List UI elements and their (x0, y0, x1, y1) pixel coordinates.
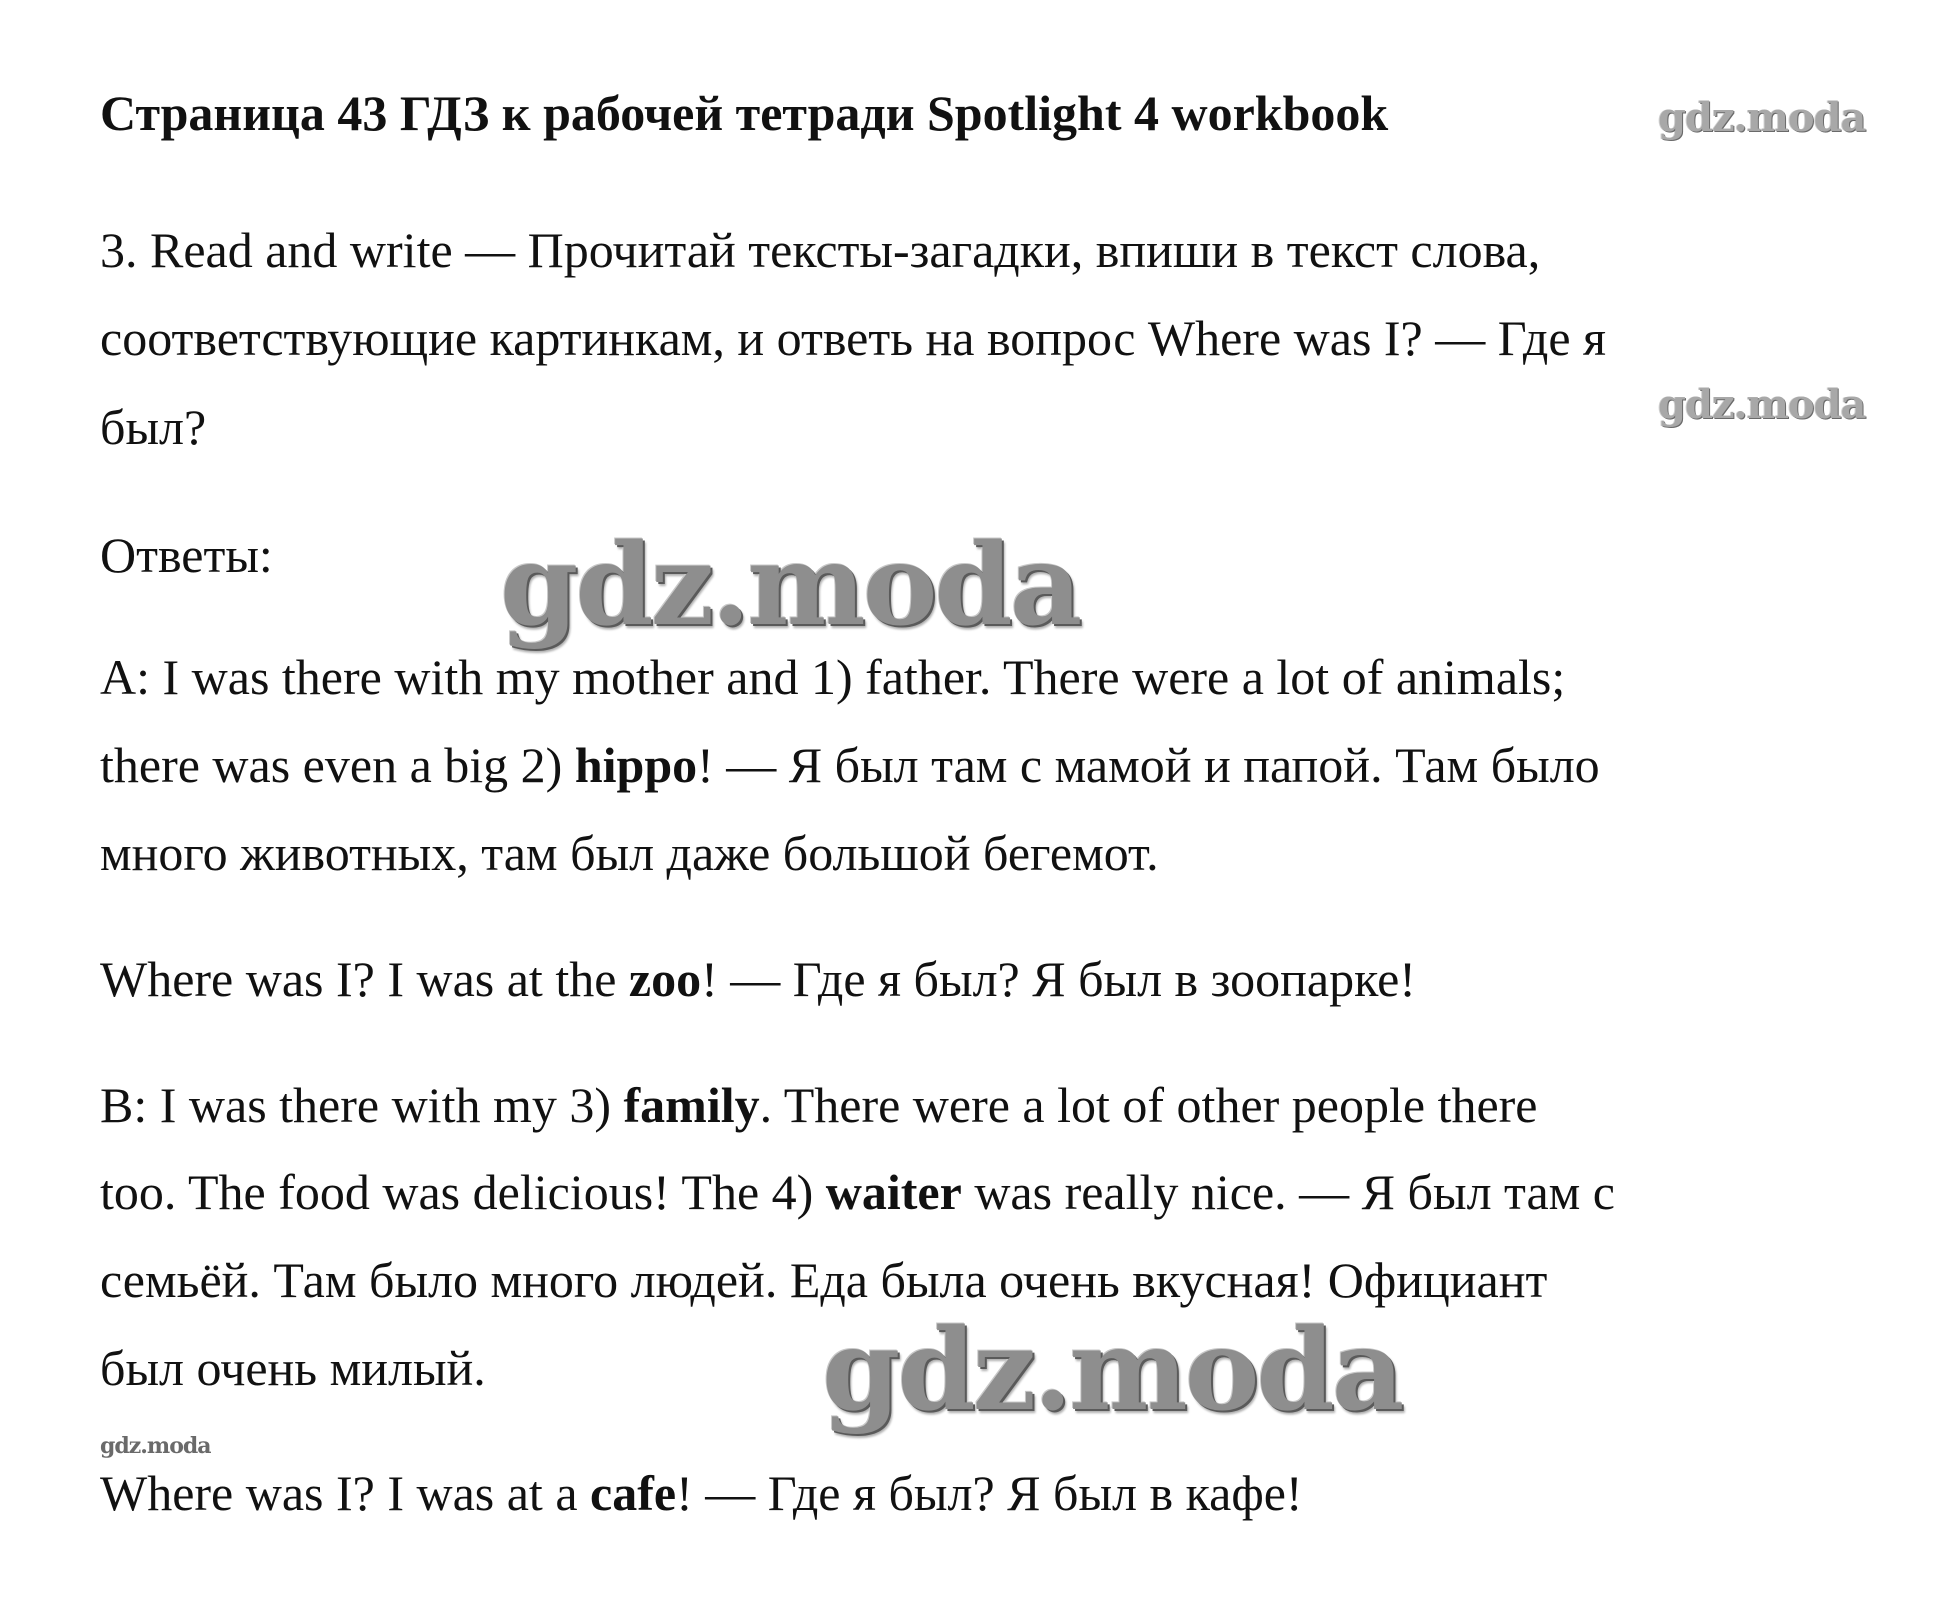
watermark-big-lower: gdz.moda (822, 1305, 1402, 1436)
task-line-2: соответствующие картинкам, и ответь на вопрос Where was I? — Где я (100, 310, 1607, 366)
answer-a-question (100, 944, 1416, 1014)
answer-b-line-2-post: was really nice. — Я был там с (961, 1164, 1616, 1220)
answer-word-family: family (623, 1077, 760, 1133)
answer-a-question-post: ! — Где я был? Я был в зоопарке! (701, 951, 1416, 1007)
answer-word-waiter: waiter (825, 1164, 962, 1220)
watermark-top-right: gdz.moda (1658, 94, 1866, 141)
answer-a-line-1: A: I was there with my mother and 1) father. There were a lot of animals; (100, 649, 1566, 705)
answer-b-line-1-pre: B: I was there with my 3) (100, 1077, 624, 1133)
answer-b-question-pre: Where was I? I was at a (100, 1465, 591, 1521)
answer-b-line-1 (100, 1070, 1538, 1140)
answer-a-line-2 (100, 730, 1600, 800)
answer-a-line-2-post: ! — Я был там с мамой и папой. Там было (697, 737, 1600, 793)
answer-a-question-pre: Where was I? I was at the (100, 951, 629, 1007)
answer-b-line-2 (100, 1157, 1615, 1227)
answer-b-question-post: ! — Где я был? Я был в кафе! (676, 1465, 1303, 1521)
answer-b-line-3: семьёй. Там было много людей. Еда была очень вкусная! Официант (100, 1252, 1548, 1308)
answer-b-question (100, 1458, 1303, 1528)
answers-label: Ответы: (100, 527, 273, 583)
answer-word-hippo: hippo (574, 737, 698, 793)
watermark-task-right: gdz.moda (1658, 381, 1866, 428)
watermark-tiny-left: gdz.moda (100, 1433, 211, 1459)
answer-a-line-2-pre: there was even a big 2) (100, 737, 575, 793)
answer-word-zoo: zoo (628, 951, 702, 1007)
answer-a-line-3: много животных, там был даже большой бегемот. (100, 825, 1159, 881)
task-line-1: 3. Read and write — Прочитай тексты-загадки, впиши в текст слова, (100, 222, 1541, 278)
answer-b-line-4: был очень милый. (100, 1340, 486, 1396)
task-line-3: был? (100, 399, 207, 455)
answer-b-line-2-pre: too. The food was delicious! The 4) (100, 1164, 826, 1220)
watermark-big-upper: gdz.moda (500, 520, 1080, 651)
page-title: Страница 43 ГДЗ к рабочей тетради Spotlight 4 workbook (100, 85, 1389, 141)
answer-b-line-1-post: . There were a lot of other people there (759, 1077, 1538, 1133)
answer-word-cafe: cafe (590, 1465, 677, 1521)
